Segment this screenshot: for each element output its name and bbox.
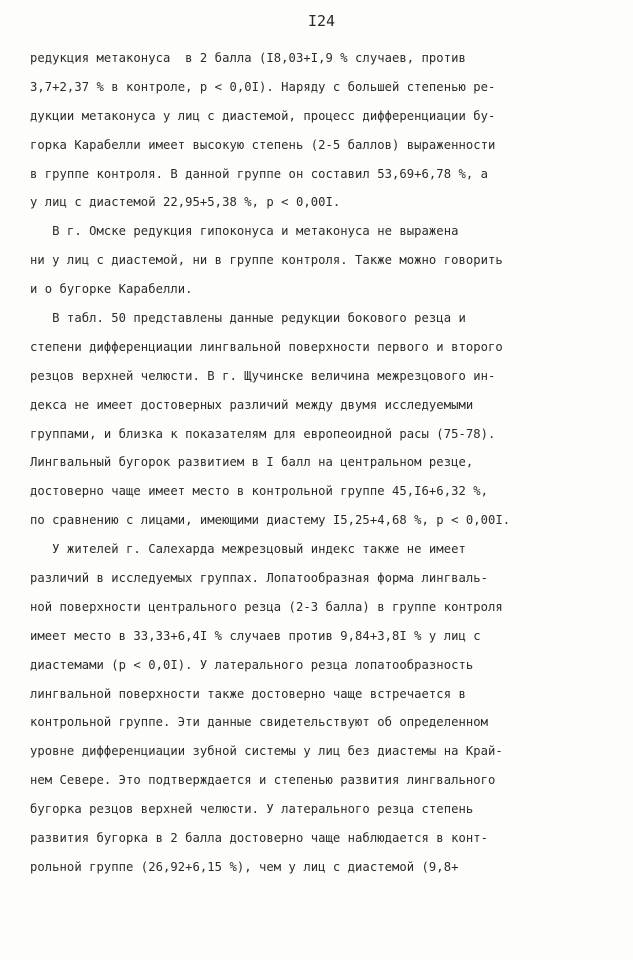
text-line: диастемами (р < 0,0I). У латерального резца лопатообразность — [30, 657, 474, 672]
text-line: рольной группе (26,92+6,15 %), чем у лиц с диастемой (9,8+ — [30, 859, 459, 874]
text-line: имеет место в 33,33+6,4I % случаев против 9,84+3,8I % у лиц с — [30, 628, 481, 643]
text-line: достоверно чаще имеет место в контрольной группе 45,I6+6,32 %, — [30, 484, 489, 499]
body-text — [30, 44, 610, 882]
text-line: уровне дифференциации зубной системы у лиц без диастемы на Край- — [30, 744, 503, 759]
text-line: декса не имеет достоверных различий между двумя исследуемыми — [30, 397, 474, 412]
text-line: ной поверхности центрального резца (2-3 балла) в группе контроля — [30, 599, 503, 614]
text-line: редукция метаконуса в 2 балла (I8,03+I,9 % случаев, против — [30, 51, 466, 65]
text-line: различий в исследуемых группах. Лопатообразная форма лингваль- — [30, 571, 489, 586]
text-line: нем Севере. Это подтверждается и степенью развития лингвального — [30, 773, 496, 788]
text-line: и о бугорке Карабелли. — [30, 282, 193, 297]
text-line: степени дифференциации лингвальной поверхности первого и второго — [30, 339, 503, 354]
text-line: у лиц с диастемой 22,95+5,38 %, р < 0,00I. — [30, 195, 341, 210]
text-line: Лингвальный бугорок развитием в I балл на центральном резце, — [30, 455, 474, 470]
text-line: дукции метаконуса у лиц с диастемой, процесс дифференциации бу- — [30, 108, 496, 123]
page-number: I24 — [307, 12, 336, 30]
text-line: контрольной группе. Эти данные свидетельствуют об определенном — [30, 715, 489, 730]
text-line: горка Карабелли имеет высокую степень (2-5 баллов) выраженности — [30, 137, 496, 152]
text-line: по сравнению с лицами, имеющими диастему I5,25+4,68 %, р < 0,00I. — [30, 513, 511, 528]
text-line: В г. Омске редукция гипоконуса и метаконуса не выражена — [30, 224, 459, 239]
text-line: В табл. 50 представлены данные редукции бокового резца и — [30, 311, 466, 326]
text-line: резцов верхней челюсти. В г. Щучинске величина межрезцового ин- — [30, 368, 496, 383]
text-line: лингвальной поверхности также достоверно чаще встречается в — [30, 686, 466, 701]
text-line: развития бугорка в 2 балла достоверно чаще наблюдается в конт- — [30, 831, 489, 846]
text-line: ни у лиц с диастемой, ни в группе контроля. Также можно говорить — [30, 253, 503, 268]
text-line: У жителей г. Салехарда межрезцовый индекс также не имеет — [30, 542, 466, 557]
text-line: в группе контроля. В данной группе он составил 53,69+6,78 %, а — [30, 166, 489, 181]
text-line: бугорка резцов верхней челюсти. У латерального резца степень — [30, 802, 474, 817]
text-line: 3,7+2,37 % в контроле, р < 0,0I). Наряду с большей степенью ре- — [30, 79, 496, 94]
text-line: группами, и близка к показателям для европеоидной расы (75-78). — [30, 426, 496, 441]
